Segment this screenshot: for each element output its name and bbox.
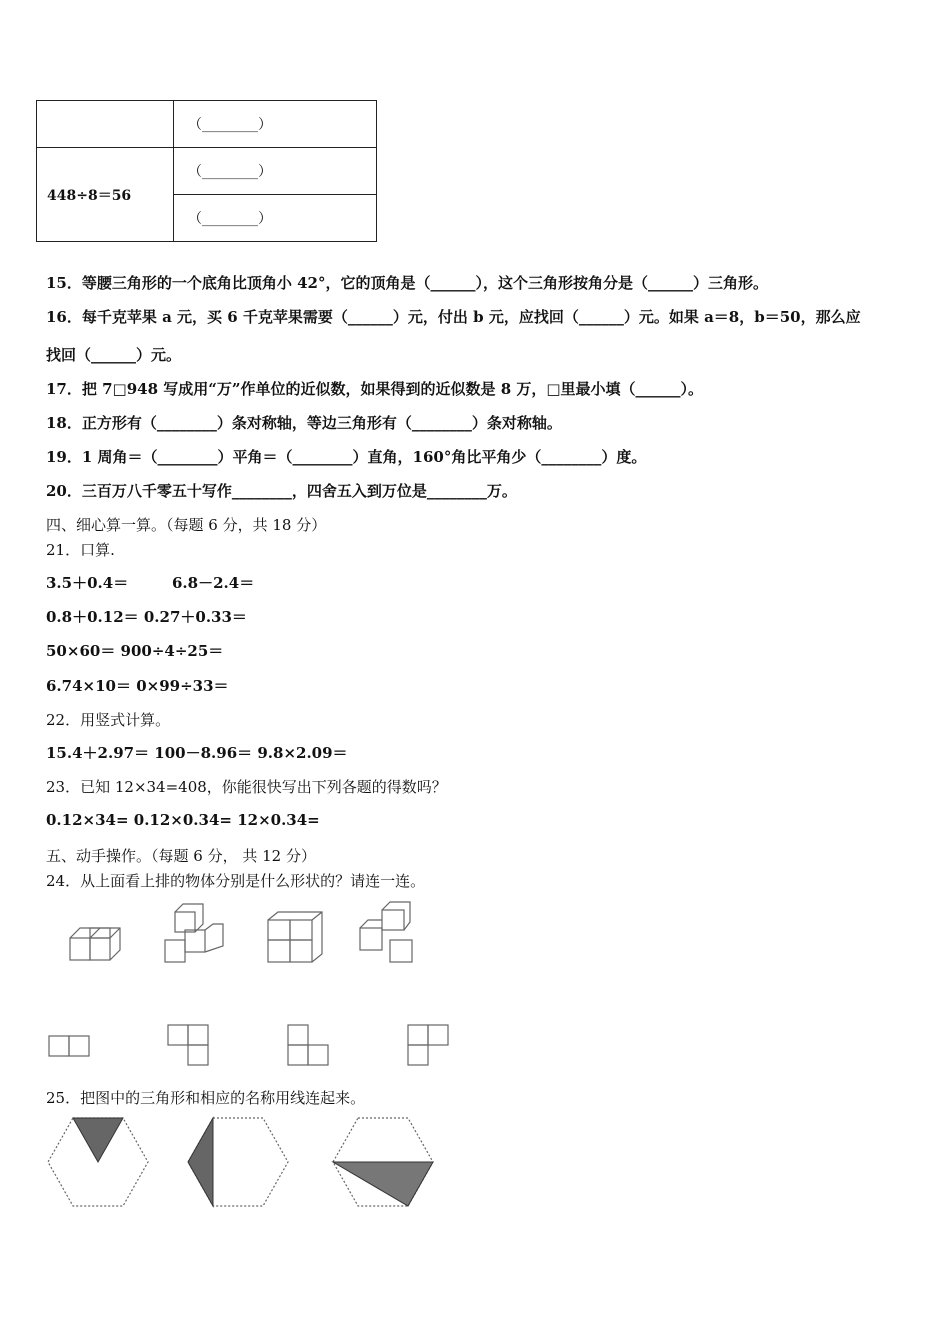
- question-22: 22．用竖式计算。: [46, 711, 171, 729]
- table-blank: （________）: [174, 195, 377, 242]
- question-25: 25．把图中的三角形和相应的名称用线连起来。: [46, 1089, 366, 1107]
- table-blank: （________）: [174, 101, 377, 148]
- question-21: 21．口算.: [46, 541, 115, 559]
- top-view-shapes: [40, 1020, 460, 1070]
- table-cell-empty: [37, 101, 174, 148]
- question-18: 18．正方形有（________）条对称轴，等边三角形有（________）条对称轴。: [46, 414, 562, 432]
- section-5-title: 五、动手操作。（每题 6 分， 共 12 分）: [46, 847, 316, 865]
- table-blank: （________）: [174, 148, 377, 195]
- question-17: 17．把 7□948 写成用“万”作单位的近似数，如果得到的近似数是 8 万，□里最小填（______）。: [46, 380, 704, 398]
- question-24: 24．从上面看上排的物体分别是什么形状的？请连一连。: [46, 872, 426, 890]
- calc-line: 6.8－2.4＝: [172, 574, 255, 592]
- cube-figures: [60, 900, 460, 970]
- section-4-title: 四、细心算一算。（每题 6 分，共 18 分）: [46, 516, 327, 534]
- calc-line: 0.12×34= 0.12×0.34= 12×0.34=: [46, 811, 320, 829]
- calc-line: 15.4＋2.97＝ 100－8.96＝ 9.8×2.09＝: [46, 744, 348, 762]
- answer-table: [36, 100, 377, 242]
- table-equation: 448÷8＝56: [37, 148, 174, 242]
- calc-line: 50×60＝ 900÷4÷25＝: [46, 642, 224, 660]
- question-23: 23．已知 12×34=408，你能很快写出下列各题的得数吗？: [46, 778, 447, 796]
- question-15: 15．等腰三角形的一个底角比顶角小 42°，它的顶角是（______），这个三角形按角分是（______）三角形。: [46, 274, 768, 292]
- question-20: 20．三百万八千零五十写作________，四舍五入到万位是________万。: [46, 482, 517, 500]
- calc-line: 3.5＋0.4＝: [46, 574, 129, 592]
- question-19: 19．1 周角＝（________）平角＝（________）直角，160°角比平角少（________）度。: [46, 448, 647, 466]
- question-16-cont: 找回（______）元。: [46, 346, 182, 364]
- hexagon-figures: [40, 1110, 460, 1210]
- question-16: 16．每千克苹果 a 元，买 6 千克苹果需要（______）元，付出 b 元，应找回（______）元。如果 a＝8，b＝50，那么应: [46, 308, 861, 326]
- calc-line: 6.74×10＝ 0×99÷33＝: [46, 677, 229, 695]
- calc-line: 0.8＋0.12＝ 0.27＋0.33＝: [46, 608, 247, 626]
